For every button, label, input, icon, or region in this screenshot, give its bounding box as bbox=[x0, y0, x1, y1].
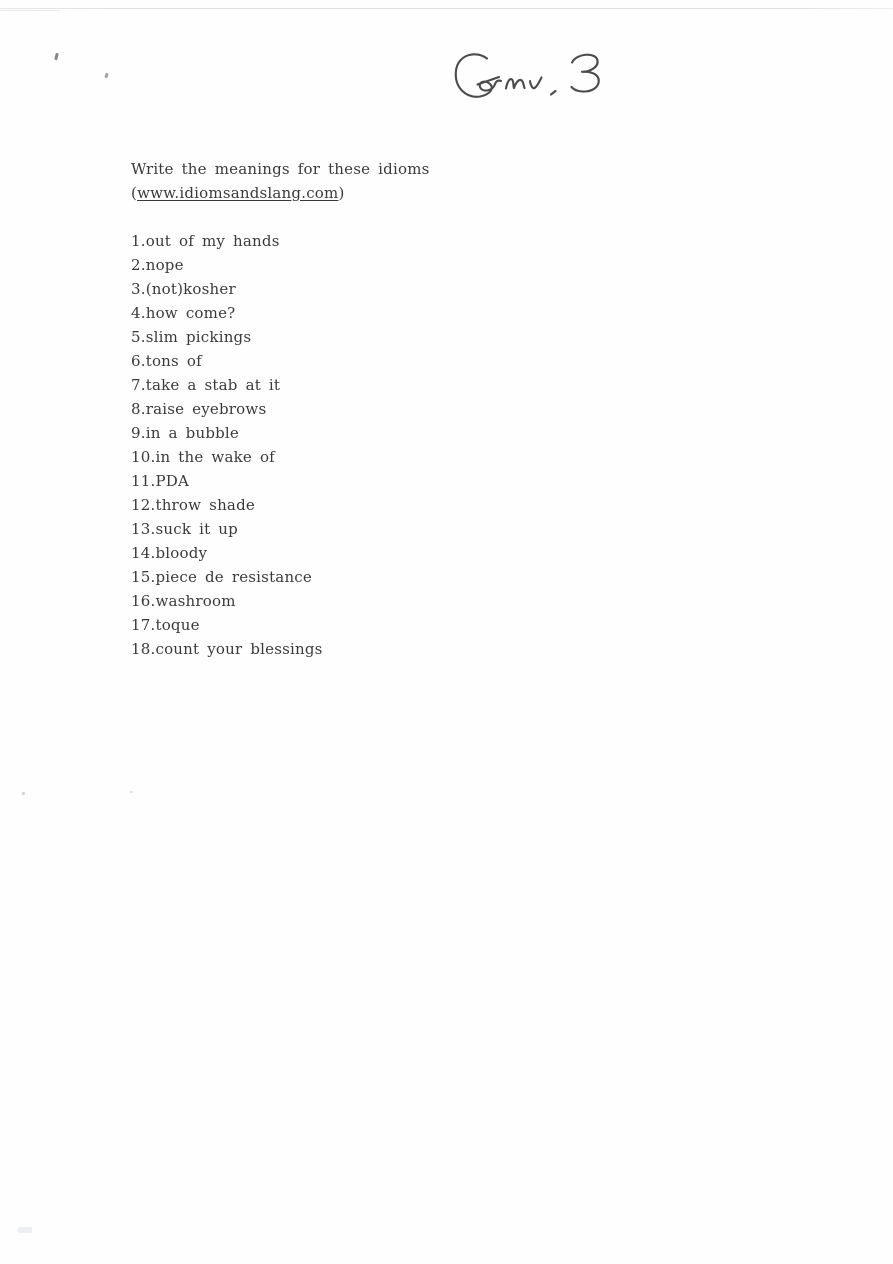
idiom-number: 10. bbox=[131, 448, 156, 466]
idiom-item bbox=[131, 613, 691, 637]
idiom-number: 14. bbox=[131, 544, 156, 562]
scan-edge-line-segment bbox=[0, 10, 60, 11]
idiom-item bbox=[131, 541, 691, 565]
worksheet-body bbox=[131, 157, 691, 661]
idiom-item bbox=[131, 469, 691, 493]
idiom-label: raise eyebrows bbox=[145, 400, 267, 418]
idiom-item bbox=[131, 589, 691, 613]
idiom-item bbox=[131, 445, 691, 469]
idiom-item bbox=[131, 637, 691, 661]
idiom-item bbox=[131, 301, 691, 325]
idiom-label: nope bbox=[145, 256, 184, 274]
idiom-label: slim pickings bbox=[145, 328, 252, 346]
idiom-number: 13. bbox=[131, 520, 156, 538]
source-open-paren: ( bbox=[131, 184, 138, 202]
idiom-label: throw shade bbox=[155, 496, 255, 514]
idiom-label: take a stab at it bbox=[145, 376, 281, 394]
idiom-label: PDA bbox=[155, 472, 190, 490]
idiom-number: 3. bbox=[131, 280, 146, 298]
idiom-item bbox=[131, 253, 691, 277]
idiom-item bbox=[131, 493, 691, 517]
idiom-label: out of my hands bbox=[145, 232, 280, 250]
idiom-item bbox=[131, 277, 691, 301]
idiom-item bbox=[131, 373, 691, 397]
idiom-label: how come? bbox=[145, 304, 236, 322]
idiom-number: 4. bbox=[131, 304, 146, 322]
idiom-number: 16. bbox=[131, 592, 156, 610]
scan-speck bbox=[130, 791, 133, 793]
source-url: www.idiomsandslang.com bbox=[137, 184, 339, 202]
idiom-label: suck it up bbox=[155, 520, 238, 538]
scan-speck bbox=[54, 53, 59, 61]
blank-line bbox=[131, 205, 691, 229]
idiom-number: 8. bbox=[131, 400, 146, 418]
idiom-item bbox=[131, 421, 691, 445]
scan-speck bbox=[18, 1227, 32, 1233]
idiom-number: 7. bbox=[131, 376, 146, 394]
instruction-paragraph bbox=[131, 157, 691, 205]
idiom-list bbox=[131, 229, 691, 661]
idiom-label: in the wake of bbox=[155, 448, 275, 466]
idiom-number: 1. bbox=[131, 232, 146, 250]
idiom-label: washroom bbox=[155, 592, 236, 610]
source-close-paren: ) bbox=[338, 184, 345, 202]
idiom-label: count your blessings bbox=[155, 640, 323, 658]
scan-edge-line bbox=[0, 8, 893, 9]
handwriting-conv-3-drawing bbox=[450, 46, 620, 108]
idiom-label: toque bbox=[155, 616, 200, 634]
idiom-number: 11. bbox=[131, 472, 156, 490]
instruction-text: Write the meanings for these idioms bbox=[131, 160, 430, 178]
idiom-item bbox=[131, 565, 691, 589]
idiom-item bbox=[131, 397, 691, 421]
idiom-number: 9. bbox=[131, 424, 146, 442]
idiom-number: 17. bbox=[131, 616, 156, 634]
idiom-number: 2. bbox=[131, 256, 146, 274]
idiom-item bbox=[131, 229, 691, 253]
idiom-label: piece de resistance bbox=[155, 568, 312, 586]
idiom-label: in a bubble bbox=[145, 424, 239, 442]
idiom-item bbox=[131, 325, 691, 349]
idiom-number: 15. bbox=[131, 568, 156, 586]
source-line bbox=[131, 184, 345, 202]
idiom-label: tons of bbox=[145, 352, 202, 370]
idiom-number: 6. bbox=[131, 352, 146, 370]
idiom-label: bloody bbox=[155, 544, 208, 562]
idiom-item bbox=[131, 349, 691, 373]
scan-speck bbox=[22, 792, 25, 795]
idiom-number: 12. bbox=[131, 496, 156, 514]
handwritten-title bbox=[450, 46, 620, 108]
idiom-number: 18. bbox=[131, 640, 156, 658]
idiom-number: 5. bbox=[131, 328, 146, 346]
scan-speck bbox=[104, 73, 108, 79]
idiom-item bbox=[131, 517, 691, 541]
idiom-label: (not)kosher bbox=[145, 280, 236, 298]
